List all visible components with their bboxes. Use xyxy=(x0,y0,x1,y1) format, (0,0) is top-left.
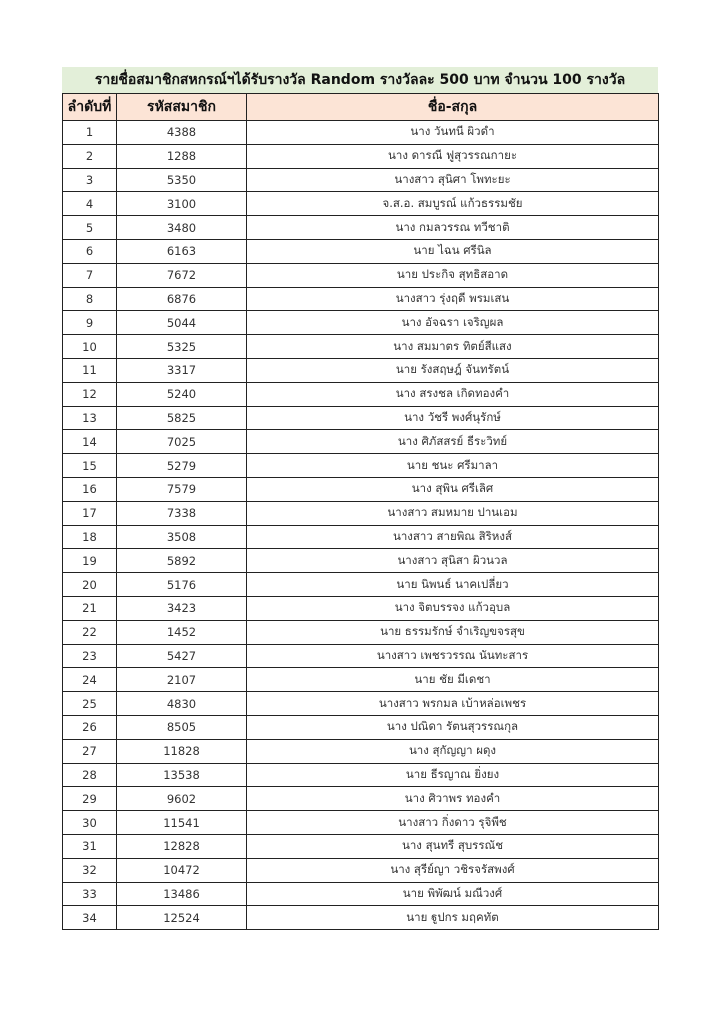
row-number: 26 xyxy=(63,715,117,739)
member-code: 13538 xyxy=(117,763,247,787)
table-row xyxy=(63,906,659,930)
row-number: 27 xyxy=(63,739,117,763)
member-code: 7579 xyxy=(117,477,247,501)
member-code: 12828 xyxy=(117,834,247,858)
table-row xyxy=(63,596,659,620)
row-number: 22 xyxy=(63,620,117,644)
row-number: 34 xyxy=(63,906,117,930)
member-code: 13486 xyxy=(117,882,247,906)
table-row xyxy=(63,287,659,311)
member-name: นาย ธีรญาณ ยิ่งยง xyxy=(247,763,659,787)
document-title: รายชื่อสมาชิกสหกรณ์ฯได้รับรางวัล Random รางวัลละ 500 บาท จำนวน 100 รางวัล xyxy=(62,67,658,93)
row-number: 2 xyxy=(63,144,117,168)
member-code: 1288 xyxy=(117,144,247,168)
row-number: 15 xyxy=(63,454,117,478)
member-name: นาย รังสฤษฎ์ จันทรัตน์ xyxy=(247,358,659,382)
table-row xyxy=(63,477,659,501)
table-row xyxy=(63,216,659,240)
member-name: นางสาว พรกมล เบ้าหล่อเพชร xyxy=(247,692,659,716)
member-name: นาย ชนะ ศรีมาลา xyxy=(247,454,659,478)
member-name: นาง สมมาตร ทิตย์สีแสง xyxy=(247,335,659,359)
member-name: นาย ฐูปกร มฤคทัต xyxy=(247,906,659,930)
row-number: 12 xyxy=(63,382,117,406)
member-code: 5044 xyxy=(117,311,247,335)
member-code: 6876 xyxy=(117,287,247,311)
winners-table xyxy=(62,93,659,930)
member-code: 5350 xyxy=(117,168,247,192)
row-number: 4 xyxy=(63,192,117,216)
member-name: นาง วันทนี ผิวดำ xyxy=(247,121,659,145)
table-row xyxy=(63,644,659,668)
header-row xyxy=(63,94,659,121)
table-row xyxy=(63,834,659,858)
winners-sheet xyxy=(62,67,658,930)
table-row xyxy=(63,358,659,382)
member-code: 5892 xyxy=(117,549,247,573)
member-name: นาง ศิภัสสรย์ ธีระวิทย์ xyxy=(247,430,659,454)
row-number: 29 xyxy=(63,787,117,811)
table-row xyxy=(63,620,659,644)
row-number: 14 xyxy=(63,430,117,454)
table-row xyxy=(63,668,659,692)
table-row xyxy=(63,382,659,406)
member-code: 3508 xyxy=(117,525,247,549)
member-name: นาย นิพนธ์ นาคเปลี่ยว xyxy=(247,573,659,597)
column-header-full-name: ชื่อ-สกุล xyxy=(247,94,659,121)
table-row xyxy=(63,168,659,192)
row-number: 19 xyxy=(63,549,117,573)
member-name: นางสาว รุ่งฤดี พรมเสน xyxy=(247,287,659,311)
member-code: 9602 xyxy=(117,787,247,811)
member-name: นางสาว กิ่งดาว รุจิพืช xyxy=(247,811,659,835)
column-header-no: ลำดับที่ xyxy=(63,94,117,121)
member-code: 11828 xyxy=(117,739,247,763)
table-row xyxy=(63,739,659,763)
member-code: 5176 xyxy=(117,573,247,597)
table-row xyxy=(63,692,659,716)
member-code: 8505 xyxy=(117,715,247,739)
row-number: 23 xyxy=(63,644,117,668)
member-name: นาย ประกิจ สุทธิสอาด xyxy=(247,263,659,287)
row-number: 7 xyxy=(63,263,117,287)
row-number: 13 xyxy=(63,406,117,430)
table-row xyxy=(63,335,659,359)
row-number: 24 xyxy=(63,668,117,692)
member-code: 6163 xyxy=(117,239,247,263)
member-code: 10472 xyxy=(117,858,247,882)
table-row xyxy=(63,501,659,525)
row-number: 16 xyxy=(63,477,117,501)
row-number: 6 xyxy=(63,239,117,263)
table-row xyxy=(63,715,659,739)
member-name: นาง ปณิดา รัตนสุวรรณกุล xyxy=(247,715,659,739)
row-number: 9 xyxy=(63,311,117,335)
table-row xyxy=(63,311,659,335)
row-number: 33 xyxy=(63,882,117,906)
member-name: นาง จิตบรรจง แก้วอุบล xyxy=(247,596,659,620)
column-header-member-code: รหัสสมาชิก xyxy=(117,94,247,121)
member-code: 7025 xyxy=(117,430,247,454)
table-row xyxy=(63,525,659,549)
table-row xyxy=(63,192,659,216)
member-name: นาง วัชรี พงศ์นุรักษ์ xyxy=(247,406,659,430)
member-name: นางสาว สุนิศา โพทะยะ xyxy=(247,168,659,192)
row-number: 25 xyxy=(63,692,117,716)
table-row xyxy=(63,882,659,906)
table-row xyxy=(63,858,659,882)
member-code: 3100 xyxy=(117,192,247,216)
table-row xyxy=(63,239,659,263)
row-number: 32 xyxy=(63,858,117,882)
member-code: 5240 xyxy=(117,382,247,406)
row-number: 28 xyxy=(63,763,117,787)
member-code: 3423 xyxy=(117,596,247,620)
member-code: 4388 xyxy=(117,121,247,145)
row-number: 30 xyxy=(63,811,117,835)
row-number: 21 xyxy=(63,596,117,620)
member-name: นาย ชัย มีเดชา xyxy=(247,668,659,692)
member-code: 2107 xyxy=(117,668,247,692)
member-name: นาง ดารณี ฟูสุวรรณกายะ xyxy=(247,144,659,168)
member-code: 7338 xyxy=(117,501,247,525)
row-number: 20 xyxy=(63,573,117,597)
member-code: 12524 xyxy=(117,906,247,930)
member-name: นาง สุกัญญา ผดุง xyxy=(247,739,659,763)
table-row xyxy=(63,430,659,454)
member-name: จ.ส.อ. สมบูรณ์ แก้วธรรมชัย xyxy=(247,192,659,216)
member-name: นาง สุพิน ศรีเลิศ xyxy=(247,477,659,501)
member-name: นาย พิพัฒน์ มณีวงศ์ xyxy=(247,882,659,906)
row-number: 31 xyxy=(63,834,117,858)
member-code: 4830 xyxy=(117,692,247,716)
member-code: 11541 xyxy=(117,811,247,835)
member-name: นางสาว สุนิสา ผิวนวล xyxy=(247,549,659,573)
member-code: 5825 xyxy=(117,406,247,430)
member-name: นางสาว สมหมาย ปานเอม xyxy=(247,501,659,525)
row-number: 10 xyxy=(63,335,117,359)
member-name: นาง กมลวรรณ ทวีชาติ xyxy=(247,216,659,240)
row-number: 5 xyxy=(63,216,117,240)
member-name: นาง สุรีย์ญา วชิรจรัสพงศ์ xyxy=(247,858,659,882)
table-row xyxy=(63,549,659,573)
member-name: นางสาว เพชรวรรณ นันทะสาร xyxy=(247,644,659,668)
member-name: นาย ไฉน ศรีนิล xyxy=(247,239,659,263)
table-row xyxy=(63,454,659,478)
table-row xyxy=(63,263,659,287)
member-name: นาง สุนทรี สุบรรณัช xyxy=(247,834,659,858)
member-name: นาง อัจฉรา เจริญผล xyxy=(247,311,659,335)
member-code: 3317 xyxy=(117,358,247,382)
row-number: 3 xyxy=(63,168,117,192)
table-body xyxy=(63,121,659,930)
member-code: 3480 xyxy=(117,216,247,240)
member-name: นาย ธรรมรักษ์ จำเริญขจรสุข xyxy=(247,620,659,644)
row-number: 11 xyxy=(63,358,117,382)
member-code: 5427 xyxy=(117,644,247,668)
row-number: 18 xyxy=(63,525,117,549)
table-row xyxy=(63,406,659,430)
table-row xyxy=(63,121,659,145)
table-row xyxy=(63,811,659,835)
member-code: 7672 xyxy=(117,263,247,287)
table-row xyxy=(63,144,659,168)
member-name: นาง ศิวาพร ทองคำ xyxy=(247,787,659,811)
row-number: 17 xyxy=(63,501,117,525)
table-row xyxy=(63,573,659,597)
table-row xyxy=(63,763,659,787)
row-number: 8 xyxy=(63,287,117,311)
member-code: 5279 xyxy=(117,454,247,478)
member-code: 5325 xyxy=(117,335,247,359)
member-code: 1452 xyxy=(117,620,247,644)
table-row xyxy=(63,787,659,811)
member-name: นาง สรงชล เกิดทองคำ xyxy=(247,382,659,406)
member-name: นางสาว สายพิณ สิริหงส์ xyxy=(247,525,659,549)
row-number: 1 xyxy=(63,121,117,145)
